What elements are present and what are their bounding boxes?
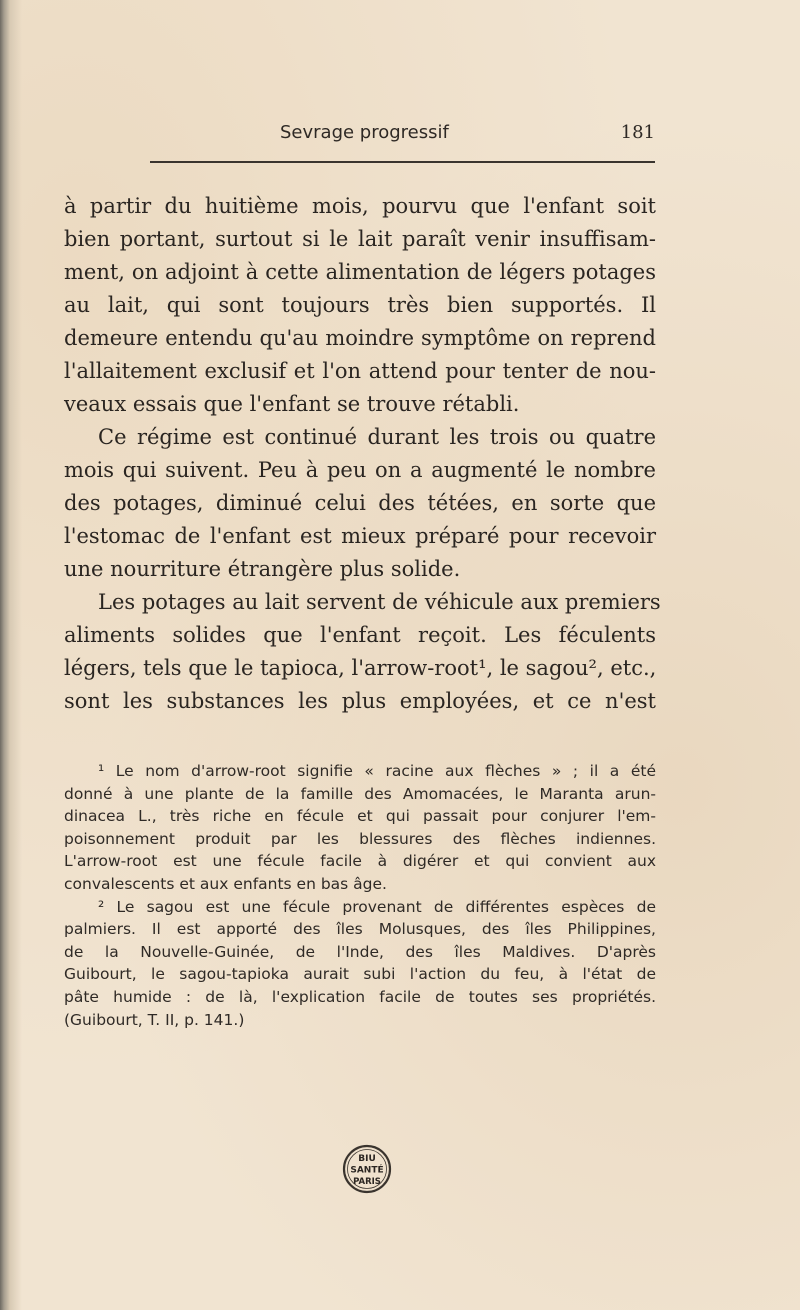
body-line: l'estomac de l'enfant est mieux préparé pour recevoir — [64, 524, 656, 548]
page-binding-edge — [0, 0, 22, 1310]
footnote-line: dinacea L., très riche en fécule et qui passait pour conjurer l'em- — [64, 807, 656, 826]
footnote-line: ² Le sagou est une fécule provenant de différentes espèces de — [98, 897, 656, 916]
body-line: légers, tels que le tapioca, l'arrow-root¹, le sagou², etc., — [64, 656, 657, 680]
body-line: à partir du huitième mois, pourvu que l'enfant soit — [64, 194, 656, 218]
stamp-line-1: BIU — [358, 1154, 376, 1164]
body-line: bien portant, surtout si le lait paraît venir insuffisam- — [64, 227, 656, 251]
footnote-line: convalescents et aux enfants en bas âge. — [64, 874, 387, 893]
footnote-line: poisonnement produit par les blessures des flèches indiennes. — [64, 829, 656, 848]
footnote-line: (Guibourt, T. II, p. 141.) — [64, 1010, 245, 1029]
footnote-line: Guibourt, le sagou-tapioka aurait subi l'action du feu, à l'état de — [64, 965, 656, 984]
stamp-line-2: SANTÉ — [350, 1165, 384, 1176]
body-text — [64, 190, 661, 718]
body-line: demeure entendu qu'au moindre symptôme on reprend — [64, 326, 656, 350]
body-line: une nourriture étrangère plus solide. — [64, 557, 461, 581]
body-line: ment, on adjoint à cette alimentation de légers potages — [64, 260, 656, 284]
body-line: mois qui suivent. Peu à peu on a augmenté le nombre — [64, 458, 656, 482]
header-rule — [150, 161, 655, 163]
footnote-line: ¹ Le nom d'arrow-root signifie « racine aux flèches » ; il a été — [98, 762, 656, 780]
stamp-line-3: PARIS — [353, 1177, 381, 1187]
body-line: l'allaitement exclusif et l'on attend pour tenter de nou- — [64, 359, 656, 383]
library-stamp — [342, 1144, 392, 1194]
body-line: veaux essais que l'enfant se trouve rétabli. — [64, 392, 520, 416]
body-line: Les potages au lait servent de véhicule aux premiers — [98, 590, 661, 614]
footnote-line: palmiers. Il est apporté des îles Molusques, des îles Philippines, — [64, 920, 656, 939]
footnote-line: L'arrow-root est une fécule facile à digérer et qui convient aux — [64, 852, 656, 871]
body-line: au lait, qui sont toujours très bien supportés. Il — [64, 293, 656, 317]
footnote-line: de la Nouvelle-Guinée, de l'Inde, des îles Maldives. D'après — [64, 942, 656, 961]
body-line: sont les substances les plus employées, et ce n'est — [64, 689, 656, 713]
footnotes — [64, 760, 656, 1031]
body-line: des potages, diminué celui des tétées, en sorte que — [64, 491, 656, 515]
page-number: 181 — [620, 122, 655, 143]
running-title: Sevrage progressif — [280, 122, 449, 143]
body-line: Ce régime est continué durant les trois ou quatre — [98, 425, 656, 449]
page-header — [150, 122, 655, 148]
body-line: aliments solides que l'enfant reçoit. Les féculents — [64, 623, 656, 647]
footnote-line: pâte humide : de là, l'explication facile de toutes ses propriétés. — [64, 987, 656, 1006]
footnote-line: donné à une plante de la famille des Amomacées, le Maranta arun- — [64, 784, 656, 803]
